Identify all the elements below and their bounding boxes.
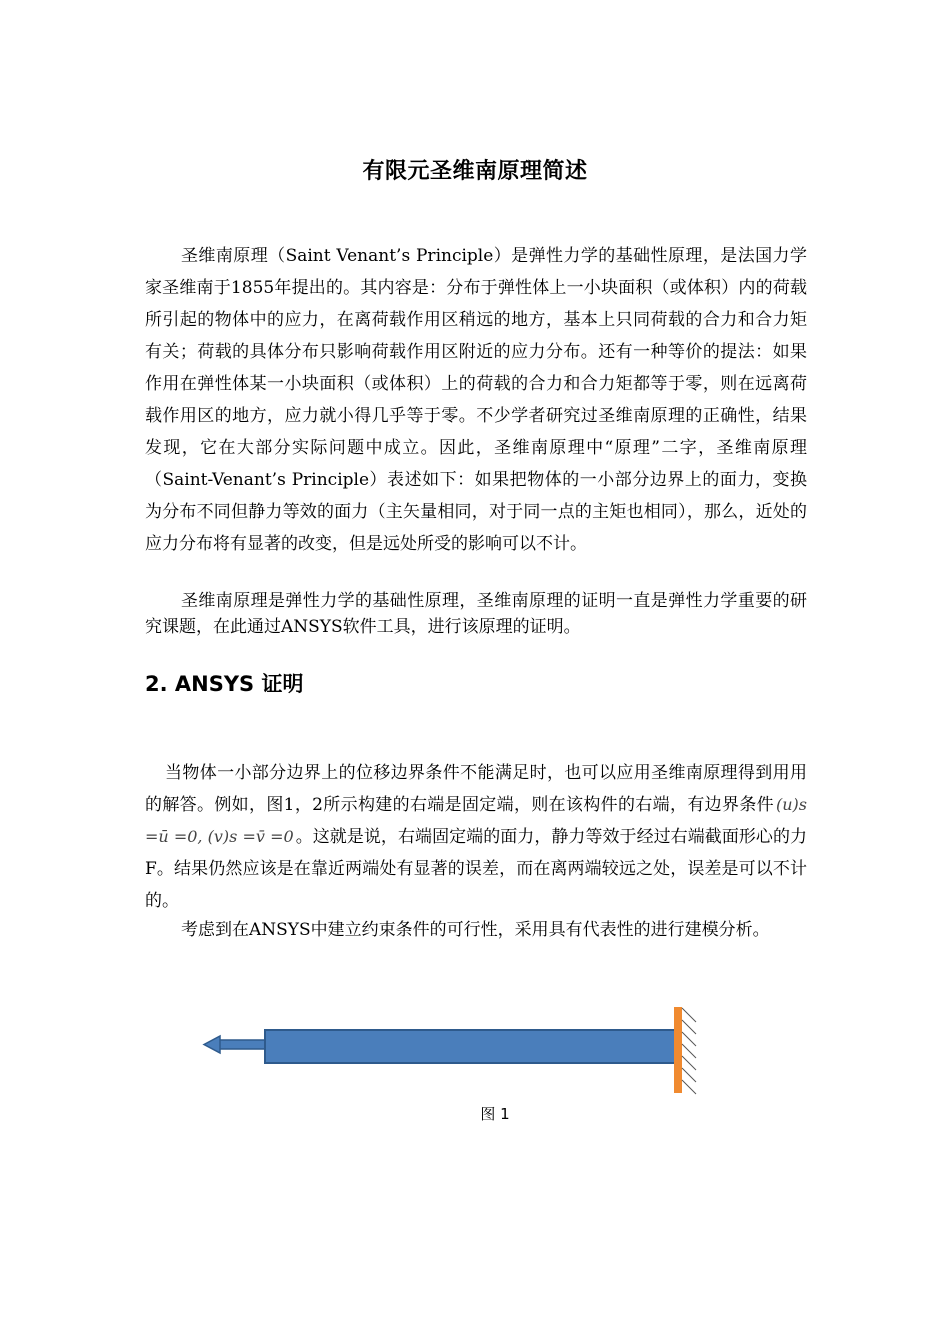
fixed-wall	[674, 1007, 682, 1093]
section-heading: 2. ANSYS 证明	[145, 672, 304, 696]
beam	[265, 1030, 675, 1063]
force-arrow-icon	[204, 1036, 266, 1053]
figure-caption: 图 1	[480, 1105, 510, 1123]
intro-paragraph-1: 圣维南原理（Saint Venant’s Principle）是弹性力学的基础性原理，是法国力学家圣维南于1855年提出的。其内容是：分布于弹性体上一小块面积（或体积）内的荷载所引起的物体中的应力，在离荷载作用区稍远的地方，基本上只同荷载的合力和合力矩有关；荷载的具体分布只影响荷载作用区附近的应力分布。还有一种等价的提法：如果作用在弹性体某一小块面积（或体积）上的荷载的合力和合力矩都等于零，则在远离荷载作用区的地方，应力就小得几乎等于零。不少学者研究过圣维南原理的正确性，结果发现，它在大部分实际问题中成立。因此，圣维南原理中“原理”二字，圣维南原理（Saint-Venant’s Principle）表述如下：如果把物体的一小部分边界上的面力，变换为分布不同但静力等效的面力（主矢量相同，对于同一点的主矩也相同），那么，近处的应力分布将有显著的改变，但是远处所受的影响可以不计。	[145, 246, 807, 554]
section-paragraph-1	[145, 757, 807, 917]
section-paragraph-2: 考虑到在ANSYS中建立约束条件的可行性，采用具有代表性的进行建模分析。	[181, 920, 770, 940]
paragraph-text: 。这就是说，右端固定端的面力，静力等效于经过右端截面形心的力F。结果仍然应该是在靠近两端处有显著的误差，而在离两端较远之处，误差是可以不计的。	[145, 827, 807, 911]
boundary-condition-formula: (u)s =ū =0, (v)s =v̄ =0	[145, 795, 807, 846]
paragraph-text: 当物体一小部分边界上的位移边界条件不能满足时，也可以应用圣维南原理得到用用的解答。例如，图1，2所示构建的右端是固定端，则在该构件的右端，有边界条件	[145, 763, 807, 815]
page-title: 有限元圣维南原理简述	[362, 159, 588, 184]
intro-paragraph-2: 圣维南原理是弹性力学的基础性原理，圣维南原理的证明一直是弹性力学重要的研究课题，在此通过ANSYS软件工具，进行该原理的证明。	[145, 591, 807, 637]
beam-figure	[200, 1000, 700, 1105]
wall-hatch	[682, 1008, 696, 1094]
